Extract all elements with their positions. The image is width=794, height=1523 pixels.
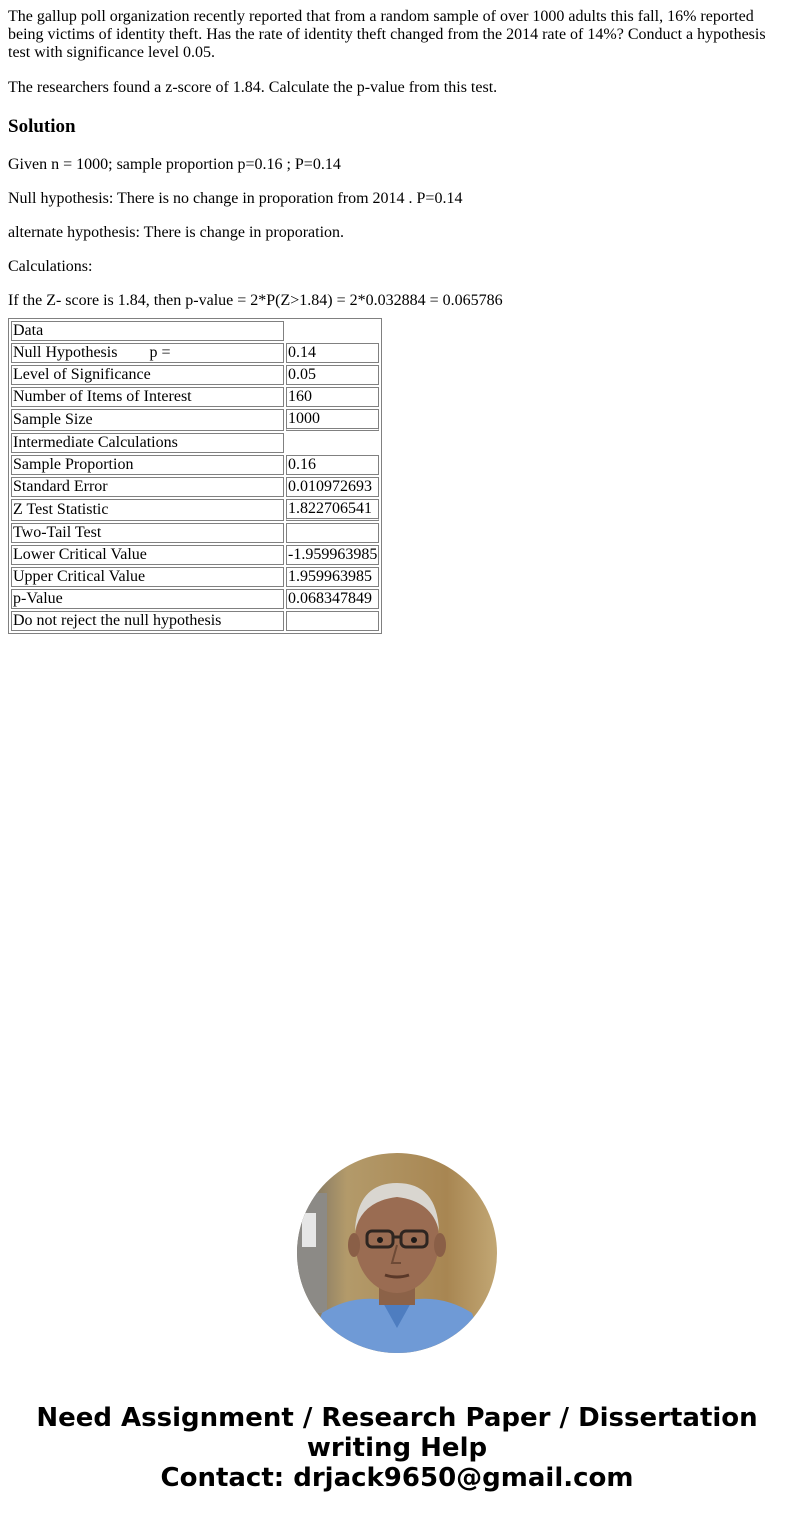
data-header: Data (11, 321, 284, 341)
table-row (11, 611, 379, 631)
avatar-portrait-image (297, 1153, 497, 1353)
upper-critical-label: Upper Critical Value (11, 567, 284, 587)
null-hypothesis-label: Null Hypothesis p = (11, 343, 284, 363)
items-value: 160 (286, 387, 379, 407)
alternate-hypothesis-line: alternate hypothesis: There is change in proporation. (8, 224, 345, 241)
footer-line-1: Need Assignment / Research Paper / Dissertation (36, 1403, 758, 1433)
sample-proportion-value: 0.16 (286, 455, 379, 475)
significance-label: Level of Significance (11, 365, 284, 385)
table-row (11, 567, 379, 587)
question-paragraph: The gallup poll organization recently reported that from a random sample of over 1000 adults this fall, 16% reported being victims of identity theft. Has the rate of identity theft changed from the 2014 rate of 14%? Conduct a hypothesis test with significance level 0.05. (8, 8, 766, 61)
table-row (11, 455, 379, 475)
upper-critical-value: 1.959963985 (286, 567, 379, 587)
footer-banner (0, 1403, 794, 1493)
table-row (11, 523, 379, 543)
calculations-label: Calculations: (8, 258, 93, 275)
z-stat-value: 1.822706541 (286, 499, 379, 521)
table-row (11, 433, 379, 453)
empty-cell (286, 321, 379, 341)
table-row (11, 409, 379, 431)
document-body (0, 0, 794, 634)
intermediate-header: Intermediate Calculations (11, 433, 284, 453)
empty-cell (286, 611, 379, 631)
z-test-table (8, 318, 382, 634)
footer-line-2: writing Help (306, 1433, 488, 1463)
table-row (11, 365, 379, 385)
null-hypothesis-value: 0.14 (286, 343, 379, 363)
decision-label: Do not reject the null hypothesis (11, 611, 284, 631)
footer-contact: Contact: drjack9650@gmail.com (160, 1463, 634, 1493)
standard-error-label: Standard Error (11, 477, 284, 497)
pvalue-value: 0.068347849 (286, 589, 379, 609)
z-stat-label: Z Test Statistic (11, 499, 284, 521)
pvalue-line: If the Z- score is 1.84, then p-value = 2*P(Z>1.84) = 2*0.032884 = 0.065786 (8, 292, 503, 309)
avatar (297, 1153, 497, 1353)
sample-proportion-label: Sample Proportion (11, 455, 284, 475)
table-row (11, 387, 379, 407)
lower-critical-value: -1.959963985 (288, 546, 378, 563)
sample-size-value: 1000 (286, 409, 379, 431)
sample-size-label: Sample Size (11, 409, 284, 431)
table-row (11, 545, 379, 565)
empty-cell (286, 523, 379, 543)
table-row (11, 477, 379, 497)
two-tail-header: Two-Tail Test (11, 523, 284, 543)
solution-heading: Solution (8, 116, 76, 137)
lower-critical-label: Lower Critical Value (11, 545, 284, 565)
given-line: Given n = 1000; sample proportion p=0.16 ; P=0.14 (8, 156, 341, 173)
items-label: Number of Items of Interest (11, 387, 284, 407)
pvalue-label: p-Value (11, 589, 284, 609)
question-prompt: The researchers found a z-score of 1.84. Calculate the p-value from this test. (8, 79, 498, 96)
null-hypothesis-line: Null hypothesis: There is no change in proporation from 2014 . P=0.14 (8, 190, 463, 207)
empty-cell (286, 433, 379, 453)
significance-value: 0.05 (286, 365, 379, 385)
table-row (11, 589, 379, 609)
table-row (11, 343, 379, 363)
table-row (11, 499, 379, 521)
table-row (11, 321, 379, 341)
standard-error-value: 0.010972693 (286, 477, 379, 497)
